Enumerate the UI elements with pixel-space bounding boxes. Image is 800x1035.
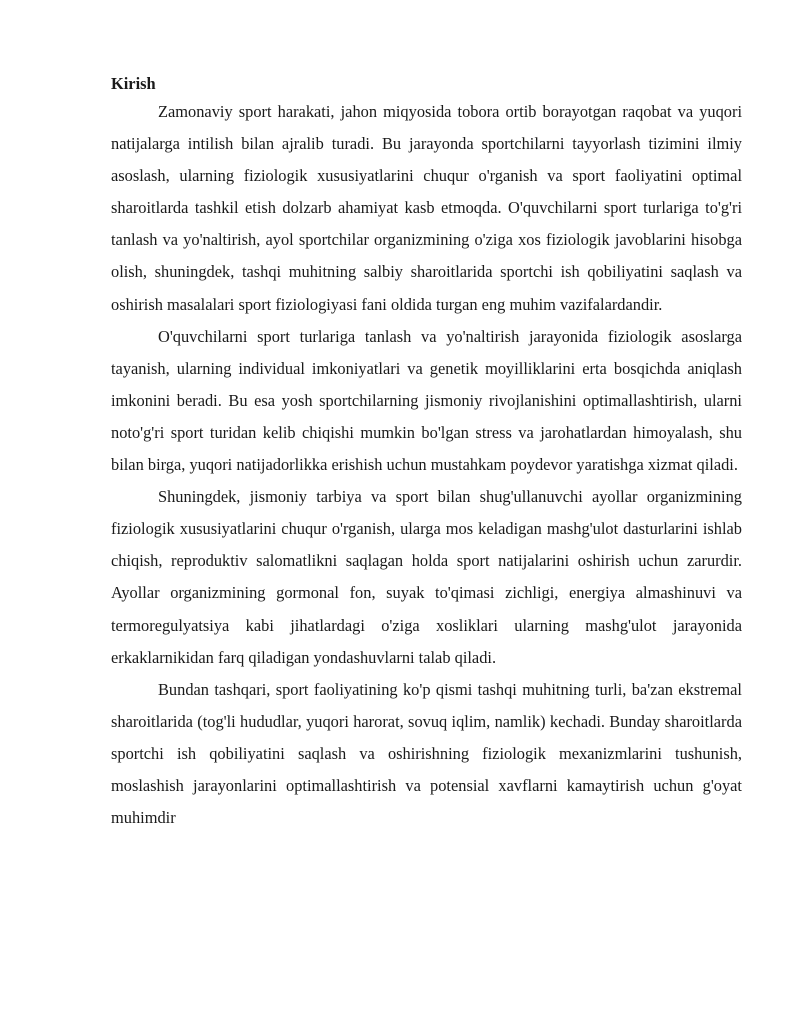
section-heading: Kirish [111,74,156,93]
paragraph-3: Shuningdek, jismoniy tarbiya va sport bilan shug'ullanuvchi ayollar organizmining fiziologik xususiyatlarini chuqur o'rganish, ularga mos keladigan mashg'ulot dasturlarini ishlab chiqish, reproduktiv salomatlikni saqlagan holda sport natijalarini oshirish uchun zarurdir. Ayollar organizmining gormonal fon, suyak to'qimasi zichligi, energiya almashinuvi va termoregulyatsiya kabi jihatlardagi o'ziga xosliklari ularning mashg'ulot jarayonida erkaklarnikidan farq qiladigan yondashuvlarni talab qiladi. [111,487,742,667]
paragraph-4: Bundan tashqari, sport faoliyatining ko'p qismi tashqi muhitning turli, ba'zan ekstremal sharoitlarida (tog'li hududlar, yuqori harorat, sovuq iqlim, namlik) kechadi. Bunday sharoitlarda sportchi ish qobiliyatini saqlash va oshirishning fiziologik mexanizmlarini tushunish, moslashish jarayonlarini optimallashtirish va potensial xavflarni kamaytirish uchun g'oyat muhimdir [111,679,742,828]
paragraph-2: O'quvchilarni sport turlariga tanlash va yo'naltirish jarayonida fiziologik asoslarga tayanish, ularning individual imkoniyatlari va genetik moyilliklarini erta bosqichda aniqlash imkonini beradi. Bu esa yosh sportchilarning jismoniy rivojlanishini optimallashtirish, ularni noto'g'ri sport turidan kelib chiqishi mumkin bo'lgan stress va jarohatlardan himoyalash, shu bilan birga, yuqori natijadorlikka erishish uchun mustahkam poydevor yaratishga xizmat qiladi. [111,326,742,475]
document-body [111,72,742,834]
paragraph-1: Zamonaviy sport harakati, jahon miqyosida tobora ortib borayotgan raqobat va yuqori natijalarga intilish bilan ajralib turadi. Bu jarayonda sportchilarni tayyorlash tizimini ilmiy asoslash, ularning fiziologik xususiyatlarini chuqur o'rganish va sport faoliyatini optimal sharoitlarda tashkil etish dolzarb ahamiyat kasb etmoqda. O'quvchilarni sport turlariga to'g'ri tanlash va yo'naltirish, ayol sportchilar organizmining o'ziga xos fiziologik javoblarini hisobga olish, shuningdek, tashqi muhitning salbiy sharoitlarida sportchi ish qobiliyatini saqlash va oshirish masalalari sport fiziologiyasi fani oldida turgan eng muhim vazifalardandir. [111,102,742,314]
